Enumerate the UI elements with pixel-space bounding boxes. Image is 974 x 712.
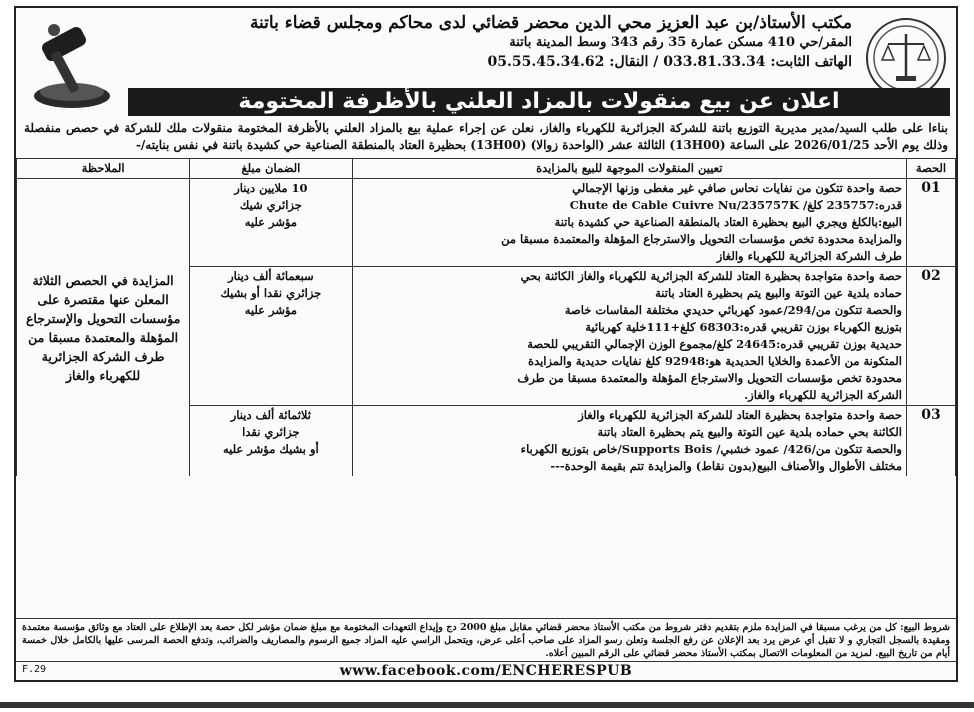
header: [16, 8, 956, 114]
lot-line: حديدية بوزن تقريبي قدره:24645 كلغ/مجموع الوزن الإجمالي التقريبي للحصة: [527, 337, 902, 351]
header-lot: الحصة: [906, 159, 955, 179]
gavel-icon: [24, 16, 114, 112]
lot-description: [352, 406, 906, 477]
table-row: [17, 179, 956, 267]
lot-number: 02: [906, 267, 955, 406]
lot-line: قدره:235757 كلغ/ Chute de Cable Cuivre Nu/235757K: [569, 198, 902, 212]
lot-line: حصة واحدة متواجدة بحظيرة العتاد للشركة الجزائرية للكهرباء والغاز: [578, 408, 902, 422]
price-line: سبعمائة ألف دينار: [228, 269, 314, 283]
lot-line: الكائنة بحي حماده بلدية عين التوتة والبيع يتم بحظيرة العتاد باتنة: [597, 425, 902, 439]
office-name: مكتب الأستاذ/بن عبد العزيز محي الدين محضر قضائي لدى محاكم ومجلس قضاء باتنة: [249, 13, 852, 33]
lot-line: والحصة تتكون من/294/عمود كهربائي حديدي مختلفة المقاسات خاصة: [564, 303, 902, 317]
office-info: [212, 12, 852, 72]
lots-table: [16, 158, 956, 476]
header-notes: الملاحظة: [17, 159, 190, 179]
office-phone: الهاتف الثابت: 033.81.33.34 / النقال: 05.55.45.34.62: [487, 54, 852, 70]
lot-line: حصة واحدة تتكون من نفايات نحاس صافي غير مغطى وزنها الإجمالي: [572, 181, 902, 195]
lot-guarantee: [190, 406, 352, 477]
price-line: مؤشر عليه: [244, 303, 298, 317]
sale-terms: شروط البيع: كل من يرغب مسبقا في المزايدة ملزم بتقديم دفتر شروط من مكتب الأستاذ محضر قضائي مقابل مبلغ 2000 دج وإيداع التعهدات المختومة مع مبلغ ضمان مؤشر لكل حصة بعد الإطلاع على العتاد مع وثائق مؤسسة معتمدة ومقيدة بالسجل التجاري و لا تقبل أي عرض يرد بعد الإعلان عن رفع الجلسة وتعلن رسو المزاد على صاحب أعلى عرض، ويتحمل الراسي عليه المزاد جميع الرسوم والمصاريف والضرائب، وتدفع الحصة المرسى عليها بالكامل خلال خمسة أيام من تاريخ البيع. لمزيد من المعلومات الاتصال بمكتب الأستاذ محضر قضائي على الرقم المبين أعلاه.: [16, 618, 956, 662]
price-line: مؤشر عليه: [244, 215, 298, 229]
office-address: المقر/حي 410 مسكن عمارة 35 رقم 343 وسط المدينة باتنة: [509, 35, 852, 50]
price-line: 10 ملايين دينار: [234, 181, 308, 195]
announcement-title-banner: اعلان عن بيع منقولات بالمزاد العلني بالأظرفة المختومة: [128, 88, 950, 116]
lot-line: حماده بلدية عين التوتة والبيع يتم بحظيرة العتاد باتنة: [655, 286, 902, 300]
lots-note: المزايدة في الحصص الثلاثة المعلن عنها مقتصرة على مؤسسات التحويل والإسترجاع المؤهلة والمعتمدة مسبقا من طرف الشركة الجزائرية للكهرباء والغاز: [17, 179, 190, 477]
price-line: جزائري شيك: [239, 198, 302, 212]
price-line: ثلاثمائة ألف دينار: [230, 408, 311, 422]
lot-line: محدودة تخص مؤسسات التحويل والاسترجاع المؤهلة والمعتمدة مسبقا من طرف: [517, 371, 902, 385]
lot-line: حصة واحدة متواجدة بحظيرة العتاد للشركة الجزائرية للكهرباء والغاز الكائنة بحي: [520, 269, 902, 283]
footer-code: F.29: [22, 664, 47, 675]
lot-line: والمزايدة محدودة تخص مؤسسات التحويل والاسترجاع المؤهلة والمعتمدة مسبقا من: [501, 232, 902, 246]
price-line: جزائري نقدا: [242, 425, 300, 439]
footer: [16, 661, 956, 680]
price-line: جزائري نقدا أو بشيك: [220, 286, 322, 300]
announcement-sheet: [14, 6, 958, 682]
header-price: الضمان مبلغ: [190, 159, 352, 179]
lot-line: بتوزيع الكهرباء بوزن تقريبي قدره:68303 كلغ+111خلية كهربائية: [585, 320, 902, 334]
header-designation: تعيين المنقولات الموجهة للبيع بالمزايدة: [352, 159, 906, 179]
lot-line: طرف الشركة الجزائرية للكهرباء والغاز: [716, 249, 902, 263]
lot-line: الشركة الجزائرية للكهرباء والغاز.: [744, 388, 902, 402]
bottom-rule: [0, 702, 974, 708]
intro-paragraph: بناءا على طلب السيد/مدير مديرية التوزيع باتنة للشركة الجزائرية للكهرباء والغاز، نعلن عن إجراء عملية بيع بالمزاد العلني بالأظرفة المختومة منقولات ملك للشركة في حصص منفصلة وذلك يوم الأحد 2026/01/25 على الساعة (13H00) الثالثة عشر (الواحدة زوالا) (13H00) بحظيرة العتاد بالمنطقة الصناعية حي كشيدة باتنة في نفس بنايته/-: [24, 121, 948, 152]
facebook-url: www.facebook.com/ENCHERESPUB: [339, 663, 633, 679]
lot-description: [352, 267, 906, 406]
lot-description: [352, 179, 906, 267]
lot-number: 01: [906, 179, 955, 267]
lot-guarantee: [190, 267, 352, 406]
lot-line: البيع:بالكلغ ويجري البيع بحظيرة العتاد بالمنطقة الصناعية حي كشيدة باتنة: [554, 215, 902, 229]
price-line: أو بشيك مؤشر عليه: [222, 442, 319, 456]
lot-line: المتكونة من الأعمدة والخلايا الحديدية هو:92948 كلغ نفايات حديدية والمزايدة: [528, 354, 902, 368]
lot-guarantee: [190, 179, 352, 267]
lot-number: 03: [906, 406, 955, 477]
lot-line: مختلف الأطوال والأصناف البيع(بدون نقاط) والمزايدة تتم بقيمة الوحدة---: [550, 459, 902, 473]
lot-line: والحصة تتكون من/426/ عمود خشبي/ Supports Bois/خاص بتوزيع الكهرباء: [520, 442, 902, 456]
